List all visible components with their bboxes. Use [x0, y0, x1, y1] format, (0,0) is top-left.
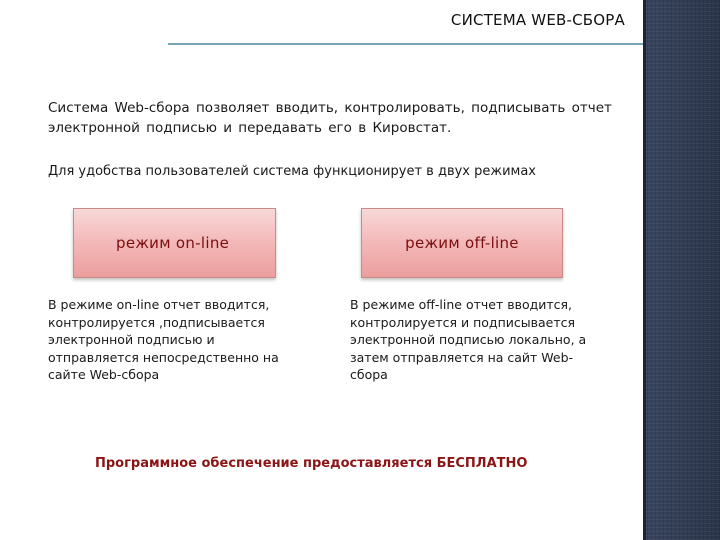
mode-box-offline: [361, 208, 563, 278]
mode-description-offline: В режиме off-line отчет вводится, контролируется и подписывается электронной подписью локально, а затем отправляется на сайт Web-сбора: [350, 297, 587, 382]
mode-label-offline: режим off-line: [405, 234, 519, 252]
mode-label-online: режим on-line: [116, 234, 230, 252]
title-underline: [168, 43, 643, 45]
decorative-side-panel: [643, 0, 720, 540]
mode-box-online: [73, 208, 276, 278]
modes-intro-paragraph: Для удобства пользователей система функционирует в двух режимах: [48, 164, 536, 179]
footer-note: Программное обеспечение предоставляется БЕСПЛАТНО: [95, 456, 528, 471]
mode-description-online: В режиме on-line отчет вводится, контролируется ,подписывается электронной подписью и отправляется непосредственно на сайте Web-сбора: [48, 297, 279, 382]
intro-paragraph: Система Web-сбора позволяет вводить, контролировать, подписывать отчет электронной подписью и передавать его в Кировстат.: [48, 100, 612, 136]
slide-title: СИСТЕМА WEB-СБОРА: [450, 11, 625, 29]
